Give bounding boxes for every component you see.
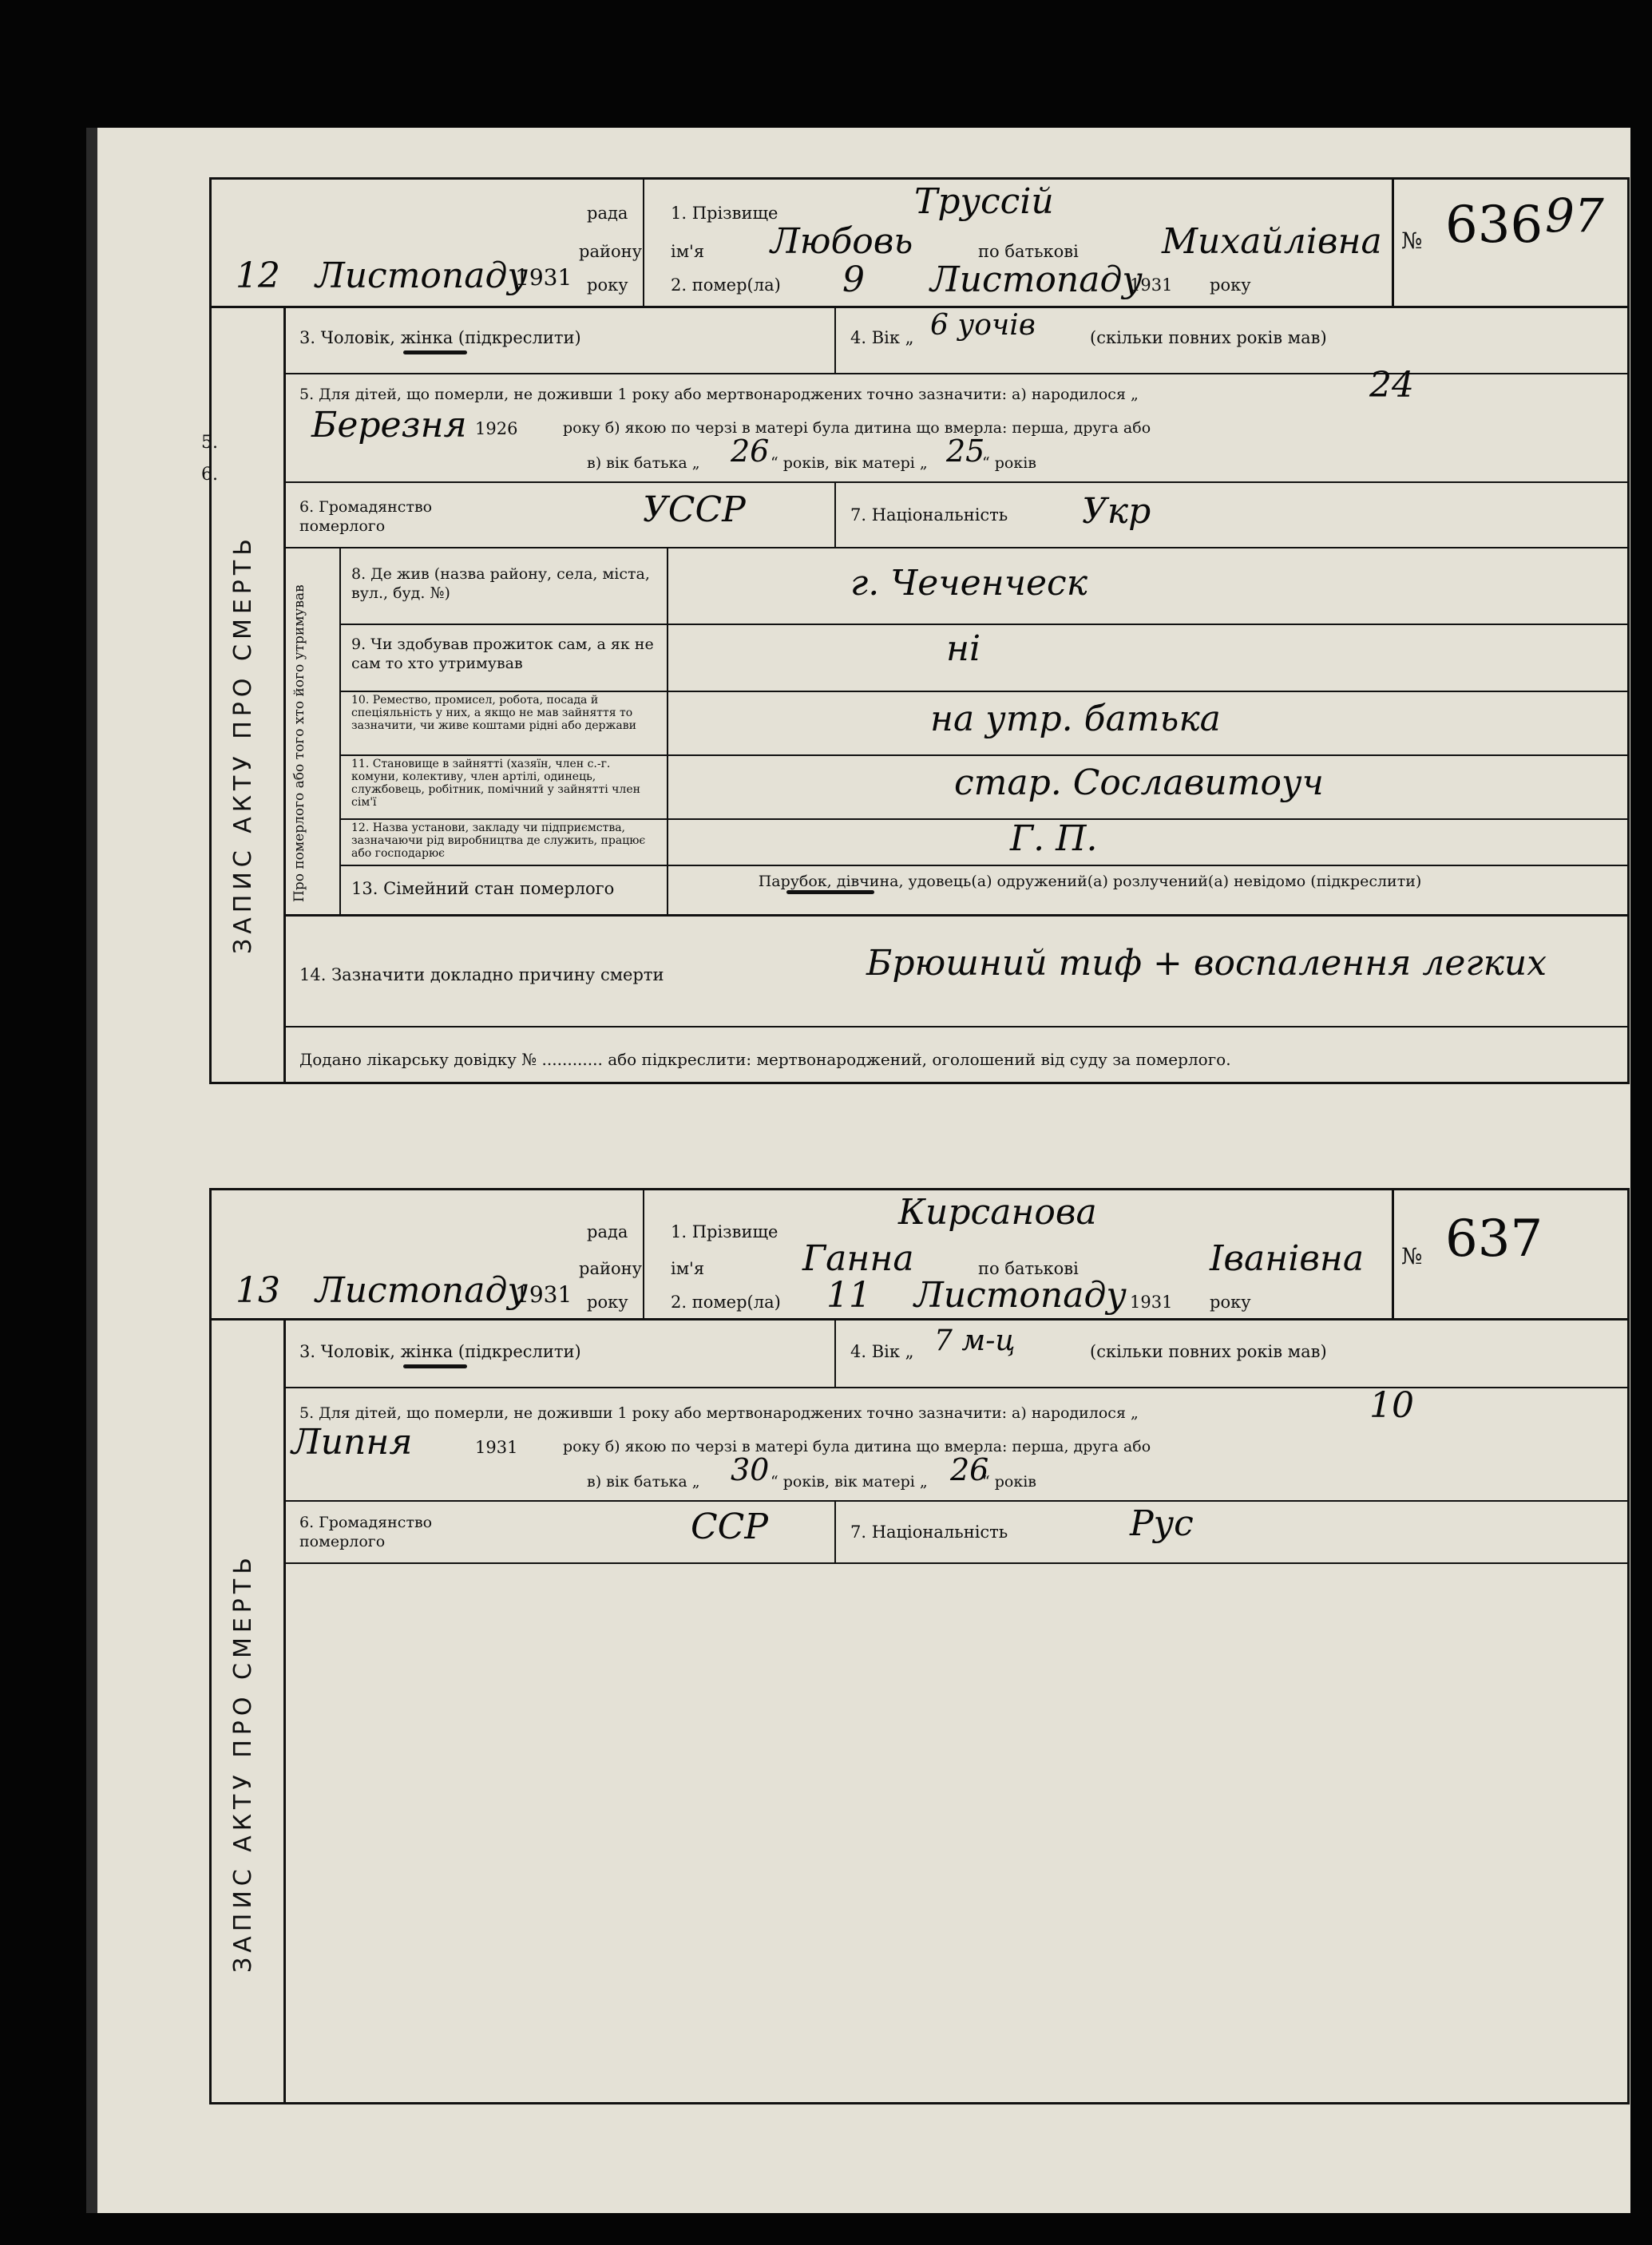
father-age: 26	[731, 434, 770, 469]
employment-status: стар. Сославитоуч	[954, 762, 1324, 803]
marital-options: Парубок, дівчина, удовець(а) одружений(а) розлучений(а) невідомо (підкреслити)	[758, 873, 1422, 890]
label-surname: 1. Прізвище	[671, 1222, 778, 1241]
death-day: 9	[842, 259, 865, 300]
label-rada: рада	[587, 1222, 628, 1241]
record-number: 637	[1445, 1210, 1543, 1269]
label-raionu: району	[579, 242, 642, 261]
citizenship: УССР	[643, 489, 746, 530]
label-birth-order: року б) якою по черзі в матері була дитина що вмерла: перша, друга або	[563, 1438, 1151, 1455]
nationality: Рус	[1130, 1503, 1194, 1544]
label-rada: рада	[587, 204, 628, 223]
label-institution: 12. Назва установи, закладу чи підприємства, зазначаючи рід виробництва де служить, працює або господарює	[351, 822, 646, 860]
father-age: 30	[731, 1452, 770, 1487]
label-birth-order: року б) якою по черзі в матері була дитина що вмерла: перша, друга або	[563, 419, 1151, 437]
label-age-suffix: (скільки повних років мав)	[1090, 1342, 1327, 1361]
cause-of-death: Брюшний тиф + воспалення легких	[866, 943, 1547, 984]
nationality: Укр	[1082, 491, 1151, 532]
registration-year: 1931	[515, 264, 572, 291]
registration-year: 1931	[515, 1281, 572, 1308]
registration-day: 13	[236, 1270, 280, 1311]
label-surname: 1. Прізвище	[671, 204, 778, 223]
label-roku: року	[587, 1293, 628, 1312]
age: 6 уочів	[930, 309, 1036, 342]
death-year: 1931	[1130, 1293, 1173, 1312]
label-sex: 3. Чоловік, жінка (підкреслити)	[299, 328, 581, 347]
label-age-prefix: 4. Вік „	[850, 328, 914, 347]
label-side: Про померлого або того хто його утримував	[291, 584, 307, 902]
page-number: 97	[1545, 188, 1604, 243]
sex-underline-female	[403, 1364, 467, 1368]
label-infant-born: 5. Для дітей, що померли, не доживши 1 року або мертвонароджених точно зазначити: а) народилося „	[299, 386, 1139, 403]
label-occupation: 10. Ремество, промисел, робота, посада й спеціяльність у них, а якщо не мав зайняття то зазначити, чи живе коштами рідні або держави	[351, 694, 636, 732]
institution: Г. П.	[1010, 818, 1098, 859]
label-died: 2. помер(ла)	[671, 1293, 781, 1312]
residence: г. Чеченческ	[850, 563, 1087, 604]
record-number: 636	[1445, 196, 1543, 255]
mother-age: 25	[946, 434, 985, 469]
mother-age: 26	[950, 1452, 989, 1487]
vertical-title: ЗАПИС АКТУ ПРО СМЕРТЬ	[229, 534, 257, 954]
label-patronymic: по батькові	[978, 242, 1079, 261]
surname: Труссій	[914, 181, 1054, 222]
label-citizenship: 6. Громадянство померлого	[299, 498, 433, 535]
born-month: Березня	[311, 405, 467, 445]
label-nationality: 7. Національність	[850, 1522, 1008, 1542]
vertical-title: ЗАПИС АКТУ ПРО СМЕРТЬ	[229, 1553, 257, 1973]
label-roku: року	[587, 275, 628, 295]
born-month: Липня	[291, 1422, 413, 1463]
label-mother-age-suffix: “ років	[982, 1473, 1037, 1491]
margin-mark-6: 6.	[201, 465, 218, 485]
given-name: Ганна	[802, 1238, 914, 1279]
marital-underline	[786, 890, 874, 894]
born-year: 1926	[475, 419, 518, 438]
label-cause: 14. Зазначити докладно причину смерти	[299, 965, 664, 984]
death-record-1	[209, 177, 1630, 1084]
label-name: ім'я	[671, 242, 705, 261]
death-month: Листопаду	[930, 259, 1143, 300]
self-support: ні	[946, 628, 981, 669]
patronymic: Іванівна	[1210, 1238, 1365, 1279]
death-year: 1931	[1130, 275, 1173, 295]
age: 7 м-ц	[934, 1324, 1016, 1357]
born-day: 24	[1369, 365, 1414, 406]
occupation: на утр. батька	[930, 699, 1221, 739]
registration-month: Листопаду	[315, 1270, 528, 1311]
label-residence: 8. Де жив (назва району, села, міста, вул., буд. №)	[351, 565, 650, 602]
label-infant-born: 5. Для дітей, що померли, не доживши 1 року або мертвонароджених точно зазначити: а) народилося „	[299, 1404, 1139, 1422]
label-father-age: в) вік батька „	[587, 454, 700, 472]
label-roku-2: року	[1210, 275, 1251, 295]
label-mother-age: “ років, вік матері „	[771, 1473, 928, 1491]
label-marital: 13. Сімейний стан померлого	[351, 879, 615, 898]
label-nationality: 7. Національність	[850, 505, 1008, 525]
label-raionu: району	[579, 1259, 642, 1278]
surname: Кирсанова	[898, 1192, 1097, 1233]
sex-underline-female	[403, 350, 467, 354]
death-record-2	[209, 1188, 1630, 2104]
label-roku-2: року	[1210, 1293, 1251, 1312]
footer-note: Додано лікарську довідку № ............ або підкреслити: мертвонароджений, оголошений від суду за померлого.	[299, 1050, 1231, 1069]
label-citizenship: 6. Громадянство померлого	[299, 1514, 433, 1550]
label-number: №	[1401, 1243, 1423, 1269]
label-mother-age-suffix: “ років	[982, 454, 1037, 472]
citizenship: ССР	[691, 1507, 768, 1547]
margin-mark-5: 5.	[201, 433, 218, 453]
patronymic: Михайлівна	[1162, 221, 1382, 262]
born-year: 1931	[475, 1438, 518, 1457]
death-month: Листопаду	[914, 1275, 1127, 1316]
label-self-support: 9. Чи здобував прожиток сам, а як не сам то хто утримував	[351, 635, 654, 672]
label-sex: 3. Чоловік, жінка (підкреслити)	[299, 1342, 581, 1361]
label-patronymic: по батькові	[978, 1259, 1079, 1278]
label-age-prefix: 4. Вік „	[850, 1342, 914, 1361]
label-father-age: в) вік батька „	[587, 1473, 700, 1491]
label-mother-age: “ років, вік матері „	[771, 454, 928, 472]
label-died: 2. помер(ла)	[671, 275, 781, 295]
label-number: №	[1401, 228, 1423, 254]
label-status: 11. Становище в зайнятті (хазяїн, член с.-г. комуни, колективу, член артілі, одинець, службовець, робітник, помічний у зайнятті член сім'ї	[351, 758, 640, 809]
label-age-suffix: (скільки повних років мав)	[1090, 328, 1327, 347]
death-day: 11	[826, 1275, 871, 1316]
label-name: ім'я	[671, 1259, 705, 1278]
registration-day: 12	[236, 255, 280, 296]
born-day: 10	[1369, 1385, 1414, 1426]
registration-month: Листопаду	[315, 255, 528, 296]
given-name: Любовь	[771, 221, 913, 262]
